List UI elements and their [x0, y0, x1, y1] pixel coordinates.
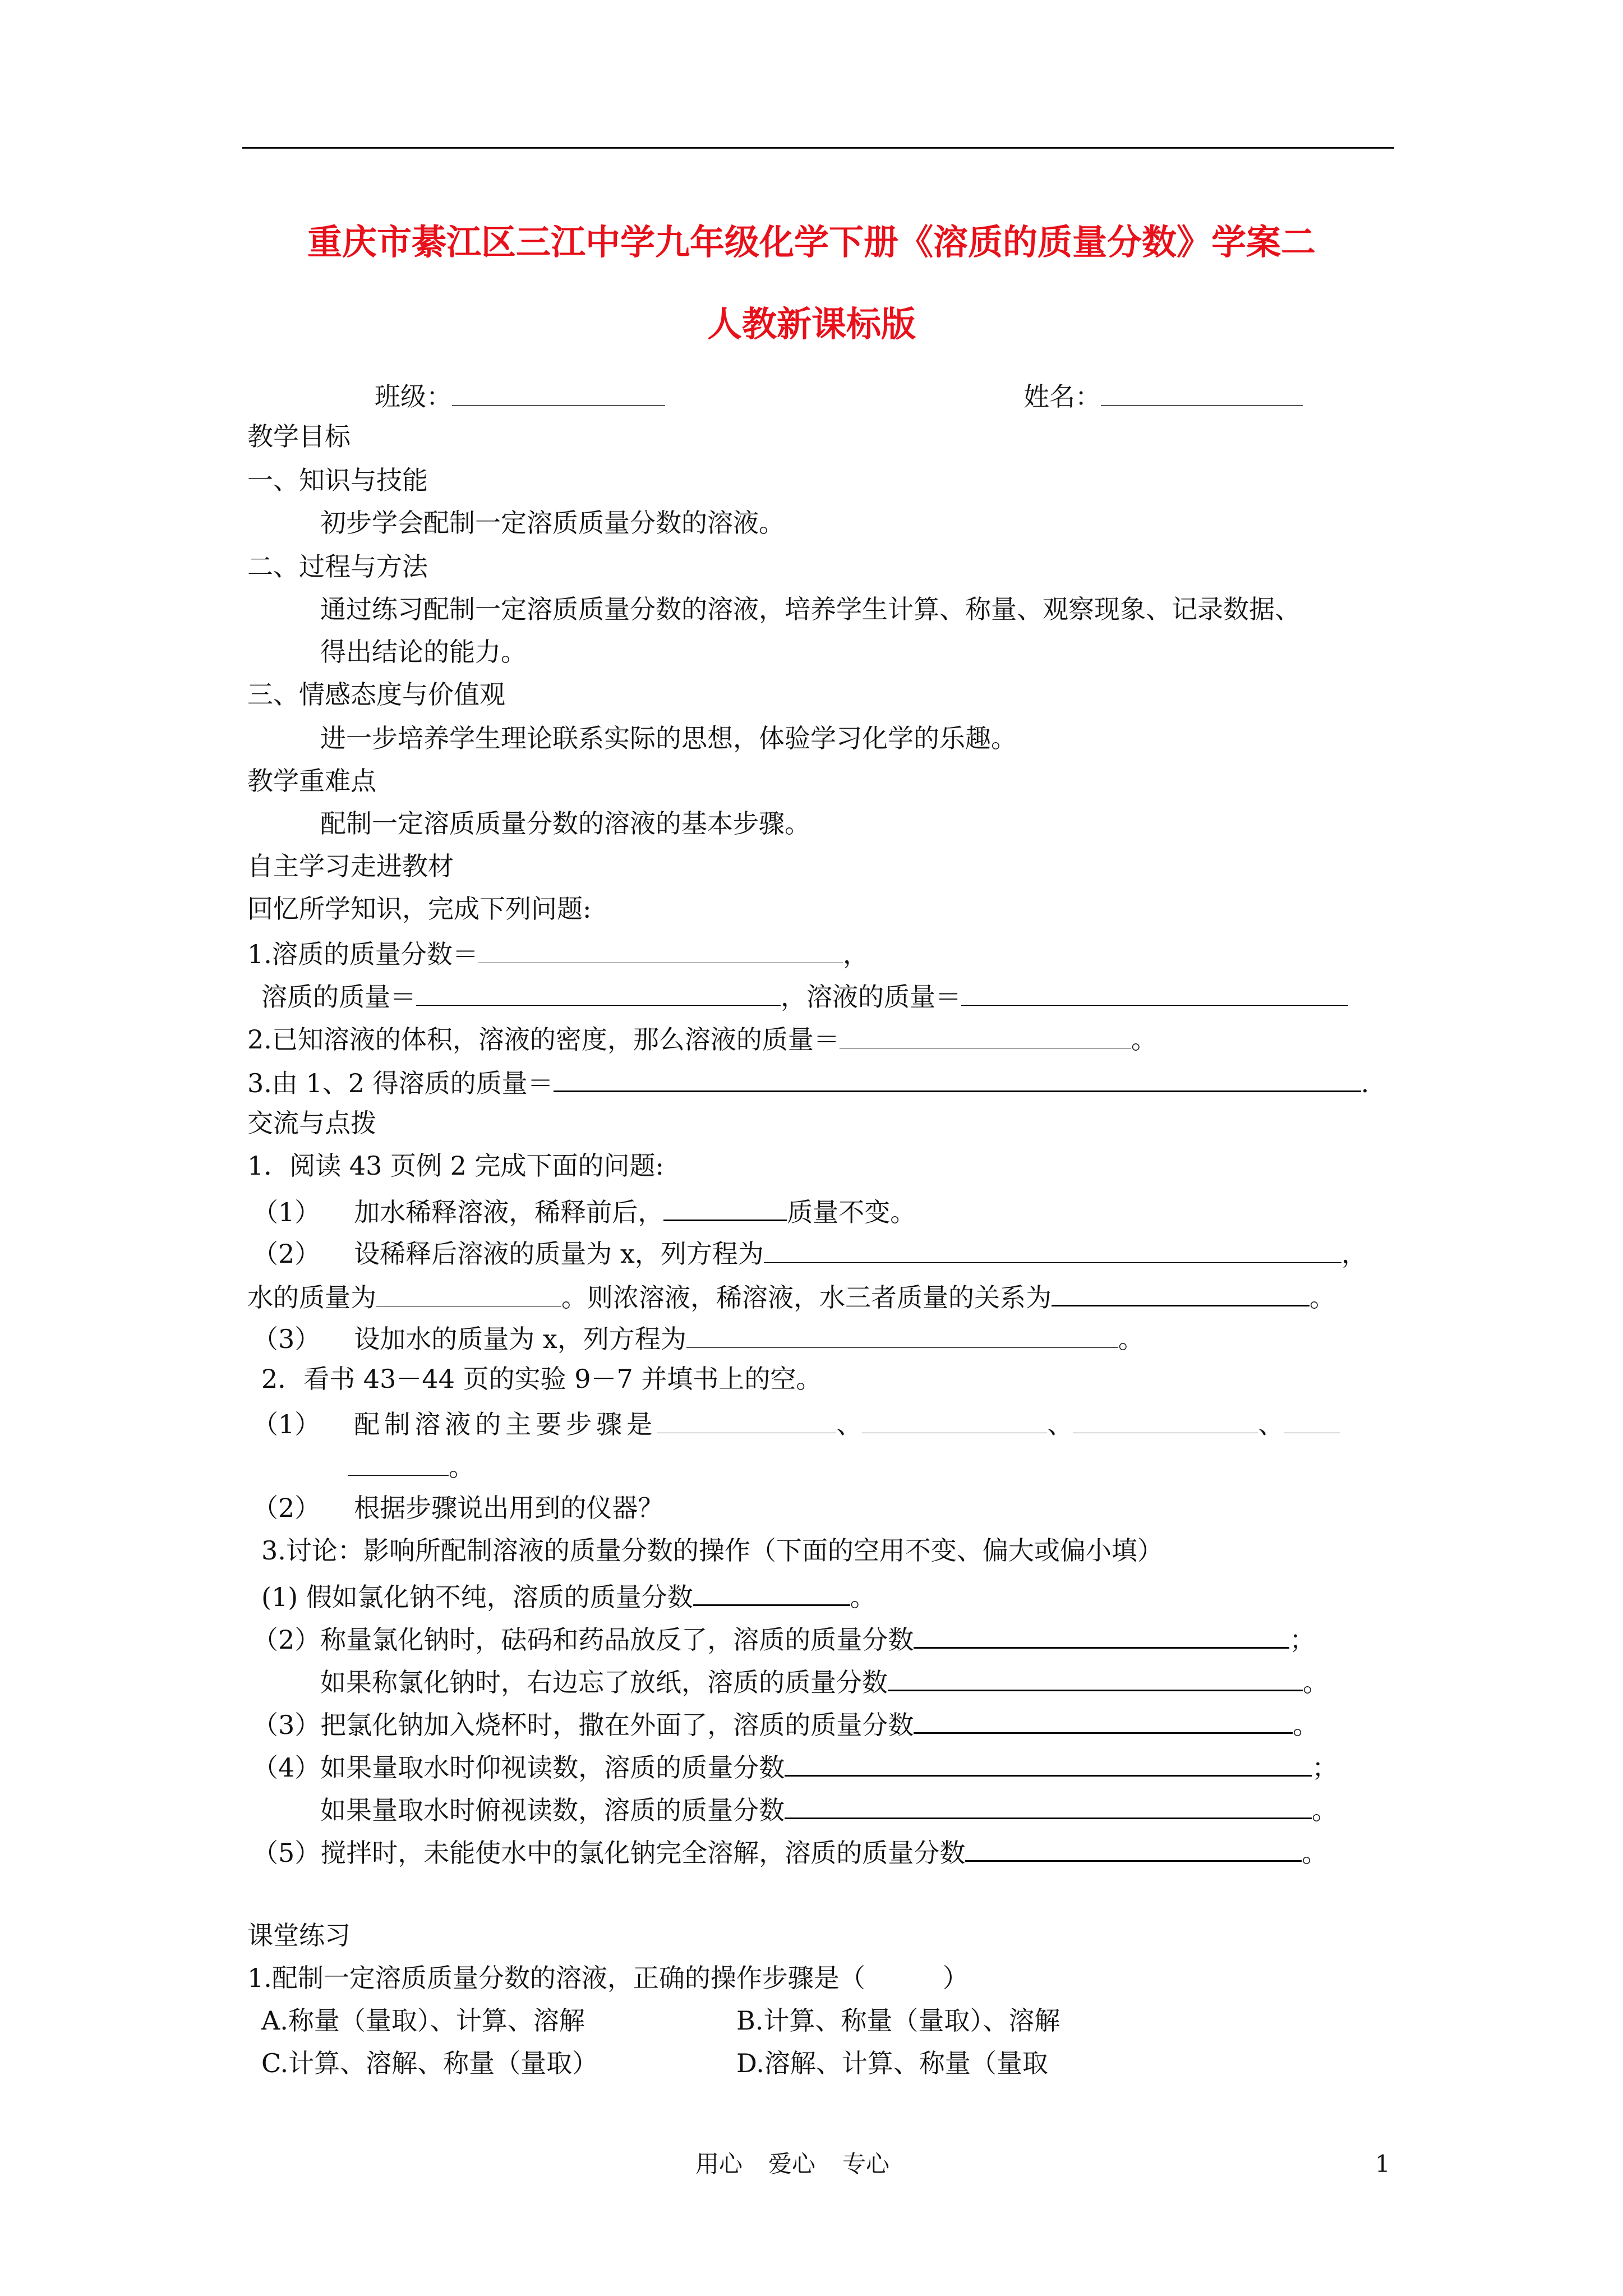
- class-field: [375, 377, 665, 413]
- sub2b-blank-2[interactable]: [1052, 1277, 1310, 1306]
- name-blank[interactable]: [1101, 377, 1303, 406]
- sub3-blank[interactable]: [686, 1319, 1118, 1348]
- process-text-1: 通过练习配制一定溶质质量分数的溶液，培养学生计算、称量、观察现象、记录数据、: [320, 594, 1301, 624]
- q1b-mid: ，溶液的质量＝: [781, 982, 961, 1012]
- discuss-3: [252, 1704, 1318, 1742]
- d1-text: (1) 假如氯化钠不纯，溶质的质量分数: [261, 1582, 693, 1612]
- question-1a: [247, 935, 869, 971]
- sub3-end: 。: [1118, 1324, 1144, 1354]
- sub3-text: 设加水的质量为 x，列方程为: [354, 1324, 686, 1354]
- sub1-blank[interactable]: [663, 1191, 787, 1221]
- d4b-blank[interactable]: [785, 1789, 1312, 1819]
- q3-text: 3.由 1、2 得溶质的质量＝: [247, 1068, 554, 1098]
- sub3-num: （3）: [252, 1324, 321, 1354]
- q1b-blank-2[interactable]: [961, 977, 1348, 1006]
- task1-blank-1[interactable]: [657, 1405, 836, 1433]
- q1a-end: ，: [842, 939, 869, 969]
- practice-question-1: 1.配制一定溶质质量分数的溶液，正确的操作步骤是（ ）: [247, 1963, 969, 1993]
- practice-heading: 课堂练习: [247, 1920, 351, 1950]
- d2b-text: 如果称氯化钠时，右边忘了放纸，溶质的质量分数: [320, 1667, 888, 1697]
- q1a-text: 1.溶质的质量分数＝: [247, 939, 478, 969]
- d2b-end: 。: [1303, 1667, 1329, 1697]
- task1-sep-2: 、: [1047, 1409, 1073, 1439]
- q1b-text: 溶质的质量＝: [261, 982, 416, 1012]
- task1-text: 配制溶液的主要步骤是: [354, 1409, 657, 1439]
- discuss-2a: [252, 1619, 1315, 1657]
- class-blank[interactable]: [452, 377, 665, 406]
- self-study-heading: 自主学习走进教材: [247, 851, 454, 881]
- sub-3: [252, 1319, 1144, 1356]
- d3-blank[interactable]: [914, 1704, 1293, 1734]
- d2b-blank[interactable]: [888, 1662, 1303, 1691]
- sub1-num: （1）: [252, 1197, 321, 1227]
- q1b-blank-1[interactable]: [416, 977, 781, 1006]
- option-a[interactable]: A.称量（量取）、计算、溶解: [261, 2005, 585, 2036]
- header-rule: [242, 147, 1394, 149]
- task1-blank-4-cont[interactable]: [348, 1447, 449, 1476]
- footer-motto-3: 专心: [842, 2150, 890, 2178]
- task1-blank-2[interactable]: [862, 1405, 1047, 1433]
- sub2-blank[interactable]: [764, 1234, 1341, 1263]
- q2-text: 2.已知溶液的体积，溶液的密度，那么溶液的质量＝: [247, 1024, 840, 1055]
- d4a-text: （4）如果量取水时仰视读数，溶质的质量分数: [252, 1752, 785, 1783]
- option-b[interactable]: B.计算、称量（量取）、溶解: [736, 2005, 1061, 2036]
- footer-motto-2: 爱心: [768, 2150, 816, 2178]
- task1-sep-3: 、: [1258, 1409, 1284, 1439]
- sub-2b: [247, 1277, 1335, 1314]
- exchange-item-3: 3.讨论：影响所配制溶液的质量分数的操作（下面的空用不变、偏大或偏小填）: [261, 1535, 1163, 1566]
- sub1-text: 加水稀释溶液，稀释前后，: [354, 1197, 664, 1227]
- task1-blank-4[interactable]: [1284, 1405, 1340, 1433]
- d3-end: 。: [1293, 1710, 1319, 1740]
- task-2: [252, 1491, 663, 1525]
- goals-heading: 教学目标: [247, 421, 351, 452]
- task2-text: 根据步骤说出用到的仪器？: [354, 1493, 664, 1523]
- exchange-item-2: 2．看书 43－44 页的实验 9－7 并填书上的空。: [261, 1364, 822, 1394]
- task1-blank-3[interactable]: [1073, 1405, 1258, 1433]
- key-text: 配制一定溶质质量分数的溶液的基本步骤。: [320, 808, 810, 839]
- d4b-text: 如果量取水时俯视读数，溶质的质量分数: [320, 1795, 785, 1825]
- self-study-intro: 回忆所学知识，完成下列问题:: [247, 894, 592, 924]
- process-text-2: 得出结论的能力。: [320, 637, 527, 667]
- question-3: [247, 1062, 1369, 1100]
- d3-text: （3）把氯化钠加入烧杯时，撒在外面了，溶质的质量分数: [252, 1710, 914, 1740]
- knowledge-text: 初步学会配制一定溶质质量分数的溶液。: [320, 508, 785, 538]
- sub-2: [252, 1234, 1367, 1271]
- emotion-heading: 三、情感态度与价值观: [247, 679, 505, 710]
- d2a-text: （2）称量氯化钠时，砝码和药品放反了，溶质的质量分数: [252, 1625, 914, 1655]
- d2a-end: ；: [1289, 1625, 1316, 1655]
- task2-num: （2）: [252, 1493, 321, 1523]
- sub2b-mid: 。则浓溶液，稀溶液，水三者质量的关系为: [561, 1282, 1052, 1313]
- task1-sep-1: 、: [836, 1409, 863, 1439]
- sub2b-end: 。: [1310, 1282, 1335, 1313]
- discuss-4b: [320, 1789, 1338, 1827]
- sub-1: [252, 1191, 916, 1229]
- sub2b-text: 水的质量为: [247, 1282, 376, 1313]
- d2a-blank[interactable]: [914, 1619, 1289, 1649]
- d1-blank[interactable]: [693, 1576, 850, 1606]
- d5-blank[interactable]: [965, 1832, 1302, 1862]
- footer-motto-1: 用心: [695, 2150, 743, 2178]
- process-heading: 二、过程与方法: [247, 551, 428, 582]
- sub2-text: 设稀释后溶液的质量为 x，列方程为: [354, 1239, 764, 1269]
- discuss-4a: [252, 1747, 1338, 1784]
- d4b-end: 。: [1312, 1795, 1338, 1825]
- d5-end: 。: [1302, 1838, 1328, 1868]
- discuss-5: [252, 1832, 1327, 1870]
- q1a-blank[interactable]: [478, 935, 843, 963]
- q2-end: 。: [1131, 1024, 1157, 1055]
- sub2b-blank-1[interactable]: [376, 1278, 561, 1306]
- page-number: 1: [1375, 2150, 1390, 2178]
- option-d[interactable]: D.溶解、计算、称量（量取: [736, 2048, 1048, 2078]
- sub2-end: ，: [1341, 1239, 1367, 1269]
- emotion-text: 进一步培养学生理论联系实际的思想，体验学习化学的乐趣。: [320, 723, 1017, 753]
- question-2: [247, 1020, 1157, 1056]
- task-1-cont: [348, 1447, 474, 1484]
- q3-end: .: [1361, 1068, 1370, 1098]
- sub1-end: 质量不变。: [787, 1197, 916, 1227]
- doc-title-line2: 人教新课标版: [707, 303, 916, 344]
- option-c[interactable]: C.计算、溶解、称量（量取）: [261, 2048, 598, 2078]
- d4a-end: ；: [1312, 1752, 1338, 1783]
- exchange-item-1: 1．阅读 43 页例 2 完成下面的问题:: [247, 1151, 665, 1181]
- class-label: 班级：: [375, 381, 452, 412]
- q3-blank[interactable]: [554, 1062, 1361, 1092]
- sub2-num: （2）: [252, 1239, 321, 1269]
- d1-end: 。: [850, 1582, 876, 1612]
- key-heading: 教学重难点: [247, 766, 376, 796]
- d4a-blank[interactable]: [785, 1747, 1312, 1777]
- task1-num: （1）: [252, 1409, 321, 1439]
- question-1b: [261, 977, 1348, 1014]
- task1-end: 。: [449, 1452, 474, 1482]
- discuss-1: [261, 1576, 876, 1614]
- knowledge-heading: 一、知识与技能: [247, 465, 428, 495]
- q2-blank[interactable]: [840, 1020, 1131, 1048]
- name-label: 姓名：: [1023, 381, 1101, 412]
- discuss-2b: [320, 1662, 1329, 1699]
- exchange-heading: 交流与点拨: [247, 1108, 376, 1138]
- doc-title-line1: 重庆市綦江区三江中学九年级化学下册《溶质的质量分数》学案二: [307, 222, 1316, 263]
- task-1: [252, 1405, 1340, 1441]
- name-field: [1023, 377, 1303, 413]
- d5-text: （5）搅拌时，未能使水中的氯化钠完全溶解，溶质的质量分数: [252, 1838, 966, 1868]
